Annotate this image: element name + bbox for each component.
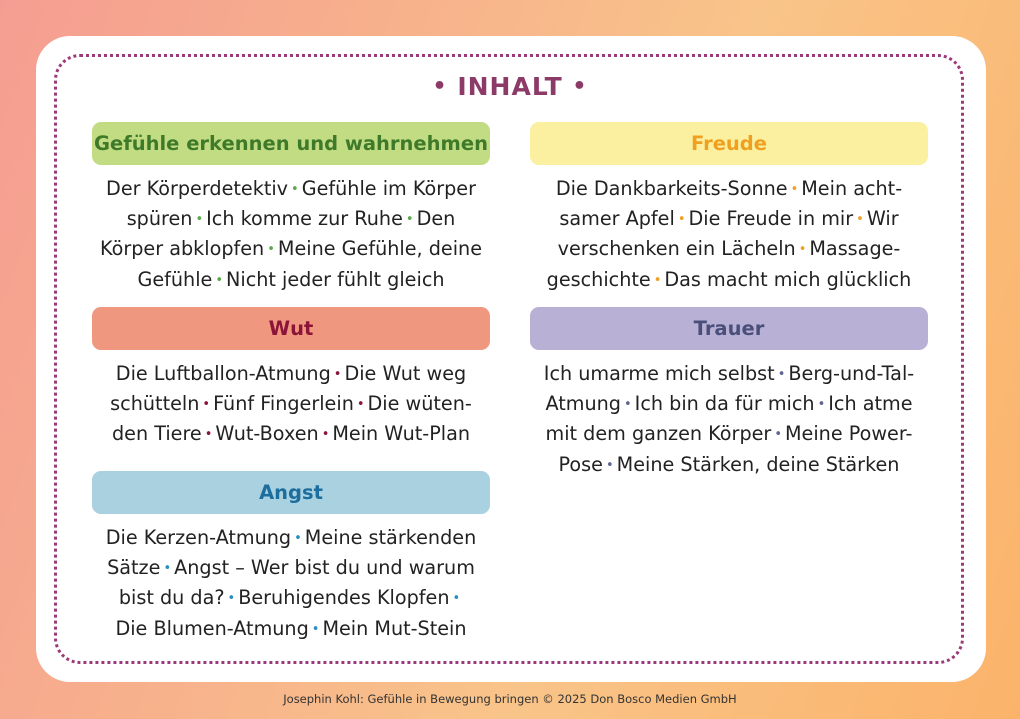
section-body [92,523,490,644]
topic-text: Mein Mut-Stein [322,616,467,640]
bullet-separator: • [202,397,211,413]
topic-text: Die Luftballon-Atmung [115,362,331,385]
bullet-separator: • [294,531,302,546]
topic-text: Die wüten- [367,392,472,416]
section-trauer [530,307,928,480]
content-line [92,174,490,204]
topic-text: Ich atme [828,392,913,416]
title-text: INHALT [457,72,563,101]
content-line [530,204,928,234]
topic-text: Atmung [545,392,621,416]
topic-text: verschenken ein Lächeln [557,237,796,261]
bullet-separator: • [204,427,213,443]
topic-text: mit dem ganzen Körper [545,422,772,446]
content-line [92,265,490,295]
bullet-separator: • [333,367,342,382]
bullet-separator: • [356,397,365,413]
content-line [530,174,928,204]
topic-text: Körper abklopfen [99,237,265,261]
topic-text: Ich komme zur Ruhe [206,207,403,231]
content-line [530,389,928,419]
section-heading-text: Freude [691,132,767,155]
bullet-separator: • [856,212,864,228]
bullet-separator: • [677,212,686,228]
content-line [530,265,928,295]
section-heading [530,122,928,165]
section-body [530,359,928,480]
topic-text: Wir [866,207,899,231]
content-line [92,523,490,553]
section-heading [92,471,490,514]
bullet-separator: • [790,182,799,197]
topic-text: Meine Gefühle, deine [277,237,483,261]
bullet-separator: • [215,272,224,288]
content-line [530,234,928,264]
bullet-separator: • [452,591,461,607]
content-line [92,389,490,419]
content-line [92,234,490,264]
bullet-separator: • [777,367,786,382]
bullet-separator: • [195,212,204,228]
topic-text: Beruhigendes Klopfen [238,586,450,610]
section-body [92,174,490,295]
topic-text: Die Dankbarkeits-Sonne [555,177,788,200]
topic-text: bist du da? [118,586,225,610]
section-angst [92,471,490,644]
topic-text: Gefühle [137,267,213,291]
bullet-separator: • [817,397,826,413]
bullet-separator: • [605,457,614,473]
topic-text: Meine Power- [784,422,913,446]
bullet-separator: • [267,242,275,258]
footer-copyright: Josephin Kohl: Gefühle in Bewegung bringen © 2025 Don Bosco Medien GmbH [283,692,737,706]
section-heading-text: Gefühle erkennen und wahrnehmen [94,132,488,155]
title-dot-right: • [572,74,588,99]
topic-text: Fünf Fingerlein [213,392,354,416]
content-line [92,553,490,583]
bullet-separator: • [774,427,782,443]
section-body [92,359,490,450]
section-wut [92,307,490,450]
topic-text: Den [416,207,456,231]
content-line [92,359,490,389]
topic-text: Gefühle im Körper [301,177,476,200]
page-title [0,72,1020,101]
topic-text: Berg-und-Tal- [788,362,915,385]
bullet-separator: • [405,212,414,228]
topic-text: samer Apfel [559,207,675,231]
topic-text: Ich umarme mich selbst [543,362,775,385]
bullet-separator: • [798,242,807,258]
section-freude [530,122,928,295]
topic-text: Nicht jeder fühlt gleich [226,267,445,291]
topic-text: den Tiere [111,422,202,446]
bullet-separator: • [653,272,662,288]
topic-text: Der Körperdetektiv [106,177,289,200]
section-heading-text: Wut [268,317,314,340]
topic-text: Pose [558,452,603,476]
content-line [530,450,928,480]
bullet-separator: • [291,182,299,197]
topic-text: Die Freude in mir [688,207,854,231]
section-heading-text: Trauer [693,317,765,340]
topic-text: Die Kerzen-Atmung [105,526,292,549]
title-dot-left: • [432,74,448,99]
topic-text: Meine stärkenden [304,526,477,549]
topic-text: Wut-Boxen [215,422,319,446]
section-heading [530,307,928,350]
content-line [92,583,490,613]
bullet-separator: • [227,591,236,607]
content-line [530,419,928,449]
topic-text: Die Wut weg [344,362,467,385]
content-line [530,359,928,389]
section-gefuehle [92,122,490,295]
section-heading [92,122,490,165]
content-line [92,204,490,234]
topic-text: Sätze [107,556,161,580]
section-heading-text: Angst [259,481,323,504]
topic-text: Mein Wut-Plan [332,422,471,446]
topic-text: schütteln [110,392,200,416]
topic-text: Ich bin da für mich [634,392,815,416]
topic-text: Angst – Wer bist du und warum [174,556,475,580]
bullet-separator: • [321,427,330,443]
content-line [92,419,490,449]
content-line [92,614,490,644]
section-heading [92,307,490,350]
bullet-separator: • [624,397,632,413]
topic-text: Die Blumen-Atmung [115,616,309,640]
bullet-separator: • [163,561,172,577]
bullet-separator: • [311,621,320,637]
topic-text: geschichte [546,267,651,291]
topic-text: Mein acht- [801,177,903,200]
topic-text: Das macht mich glücklich [664,267,912,291]
topic-text: spüren [126,207,193,231]
topic-text: Meine Stärken, deine Stärken [616,452,900,476]
topic-text: Massage- [809,237,901,261]
section-body [530,174,928,295]
